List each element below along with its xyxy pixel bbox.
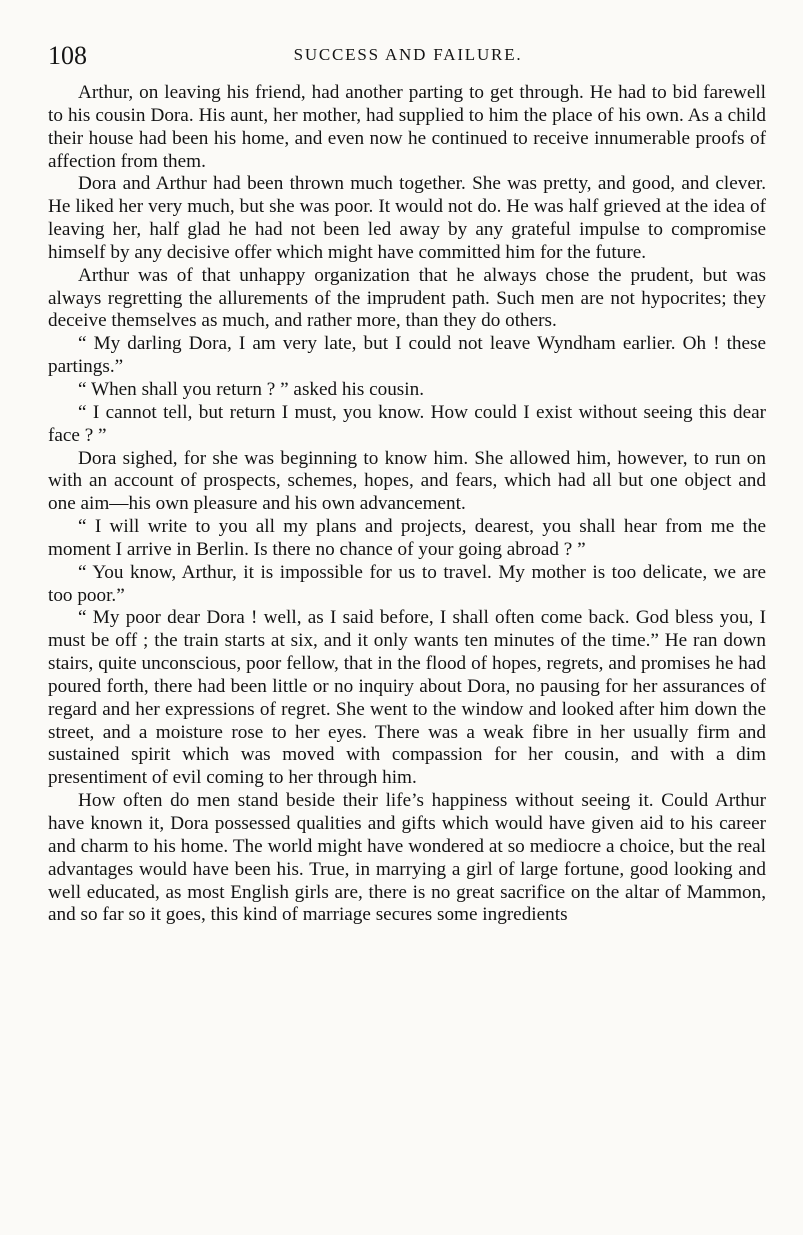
paragraph: How often do men stand beside their life’s happiness without seeing it. Could Arthur have known it, Dora possessed qualities and gifts which would have given aid to his career and charm to his home. The world might have wondered at so mediocre a choice, but the real advantages would have been his. True, in marrying a girl of large fortune, good looking and well educated, as most English girls are, there is no great sacrifice on the altar of Mammon, and so far so it goes, this kind of marriage secures some ingredients bbox=[48, 790, 766, 926]
paragraph: “ When shall you return ? ” asked his cousin. bbox=[78, 378, 424, 400]
paragraph: “ You know, Arthur, it is impossible for us to travel. My mother is too delicate, we are too poor.” bbox=[48, 561, 766, 606]
paragraph: Arthur, on leaving his friend, had another parting to get through. He had to bid farewell to his cousin Dora. His aunt, her mother, had supplied to him the place of his own. As a child their house had been his home, and even now he continued to receive innumerable proofs of affection from them. bbox=[48, 82, 766, 172]
paragraph: Dora and Arthur had been thrown much together. She was pretty, and good, and clever. He liked her very much, but she was poor. It would not do. He was half grieved at the idea of leaving her, half glad he had not been led away by any grateful impulse to compromise himself by any decisive offer which might have committed him for the future. bbox=[48, 173, 766, 263]
paragraph: “ My darling Dora, I am very late, but I could not leave Wyndham earlier. Oh ! these partings.” bbox=[48, 333, 766, 378]
page-number: 108 bbox=[48, 41, 87, 70]
paragraph: Arthur was of that unhappy organization that he always chose the prudent, but was always regretting the allurements of the imprudent path. Such men are not hypocrites; they deceive themselves as much, and rather more, than they do others. bbox=[48, 264, 766, 332]
body-text bbox=[48, 82, 766, 927]
paragraph: Dora sighed, for she was beginning to know him. She allowed him, however, to run on with an account of prospects, schemes, hopes, and fears, which had all but one object and one aim—his own pleasure and his own advancement. bbox=[48, 447, 766, 515]
running-title: SUCCESS AND FAILURE. bbox=[293, 45, 523, 64]
page-header bbox=[48, 40, 768, 72]
paragraph: “ My poor dear Dora ! well, as I said before, I shall often come back. God bless you, I must be off ; the train starts at six, and it only wants ten minutes of the time.” He ran down stairs, quite unconscious, poor fellow, that in the flood of hopes, regrets, and promises he had poured forth, there had been little or no inquiry about Dora, no pausing for her assurances of regard and her expressions of regret. She went to the window and looked after him down the street, and a moisture rose to her eyes. There was a weak fibre in her usually firm and sustained spirit which was moved with compassion for her cousin, and with a dim presentiment of evil coming to her through him. bbox=[48, 607, 766, 789]
paragraph: “ I cannot tell, but return I must, you know. How could I exist without seeing this dear face ? ” bbox=[48, 401, 766, 446]
paragraph: “ I will write to you all my plans and projects, dearest, you shall hear from me the moment I arrive in Berlin. Is there no chance of your going abroad ? ” bbox=[48, 516, 766, 560]
